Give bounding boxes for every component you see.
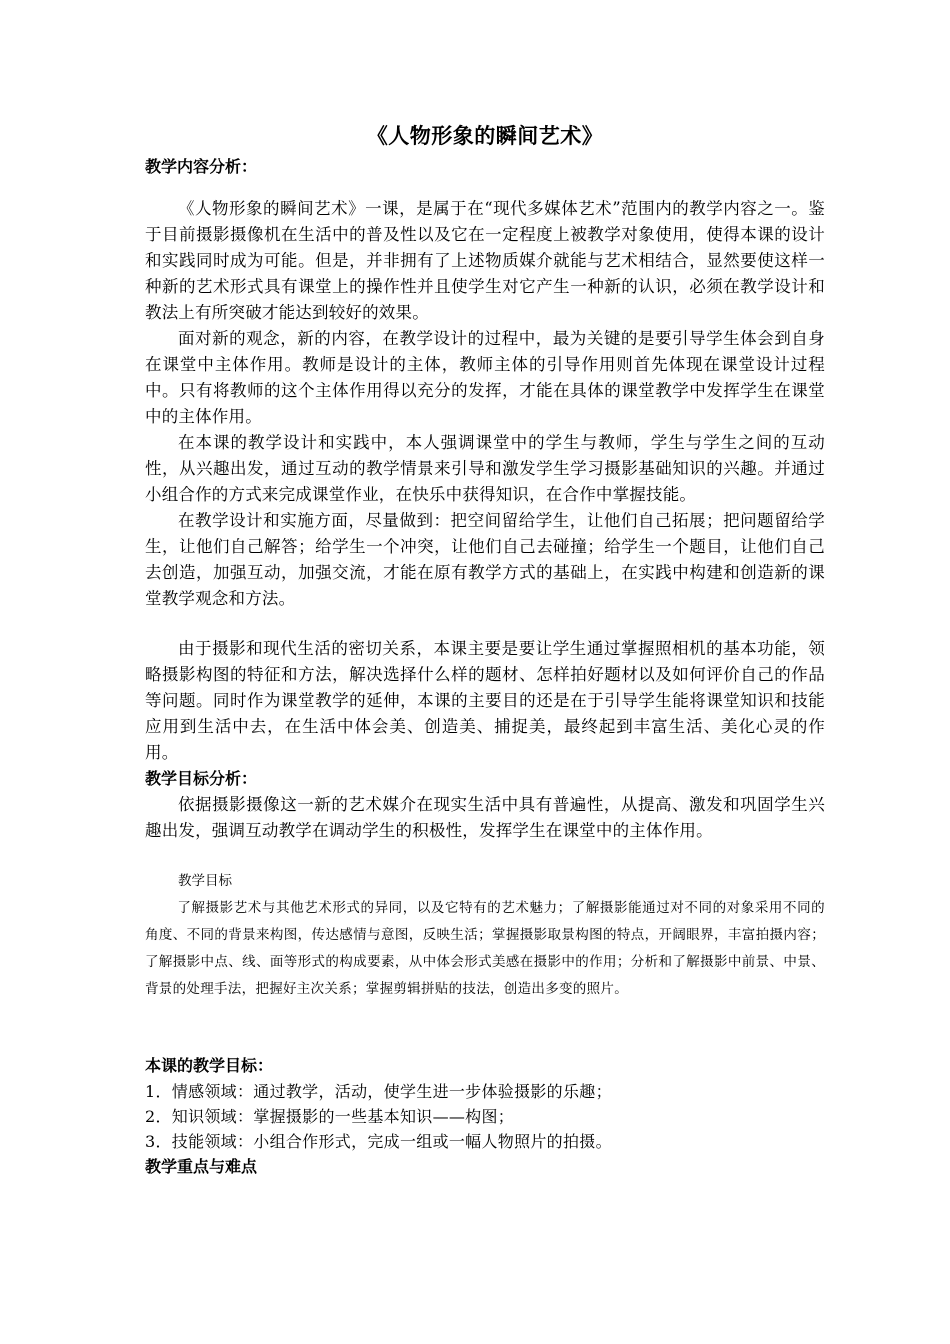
teaching-goal-paragraph: 了解摄影艺术与其他艺术形式的异同，以及它特有的艺术魅力；了解摄影能通过对不同的对象采用不同的角度、不同的背景来构图，传达感情与意图，反映生活；掌握摄影取景构图的特点，开阔眼界，丰富拍摄内容；了解摄影中点、线、面等形式的构成要素，从中体会形式美感在摄影中的作用；分析和了解摄影中前景、中景、背景的处理手法，把握好主次关系；掌握剪辑拼贴的技法，创造出多变的照片。 [145,900,825,997]
section-heading-key-points: 教学重点与难点 [145,1157,258,1176]
paragraph: 由于摄影和现代生活的密切关系，本课主要是要让学生通过掌握照相机的基本功能，领略摄影构图的特征和方法，解决选择什么样的题材、怎样拍好题材以及如何评价自己的作品等问题。同时作为课堂教学的延伸，本课的主要目的还是在于引导学生能将课堂知识和技能应用到生活中去，在生活中体会美、创造美、捕捉美，最终起到丰富生活、美化心灵的作用。 [145,639,825,762]
document-title: 《人物形象的瞬间艺术》 [366,123,604,148]
spacer [145,844,825,868]
spacer [145,180,825,196]
section-heading-goal-analysis: 教学目标分析： [145,769,258,788]
section-heading-lesson-goals: 本课的教学目标： [145,1056,274,1075]
teaching-goal-label: 教学目标 [178,873,232,889]
paragraph: 依据摄影摄像这一新的艺术媒介在现实生活中具有普遍性，从提高、激发和巩固学生兴趣出发，强调互动教学在调动学生的积极性，发挥学生在课堂中的主体作用。 [145,795,825,840]
spacer [145,1003,825,1053]
goal-item-knowledge: 2．知识领域：掌握摄影的一些基本知识——构图； [145,1107,515,1126]
document-page [145,118,825,1180]
paragraph: 在教学设计和实施方面，尽量做到：把空间留给学生，让他们自己拓展；把问题留给学生，让他们自己解答；给学生一个冲突，让他们自己去碰撞；给学生一个题目，让他们自己去创造，加强互动，加强交流，才能在原有教学方式的基础上，在实践中构建和创造新的课堂教学观念和方法。 [145,511,825,608]
paragraph: 在本课的教学设计和实践中，本人强调课堂中的学生与教师，学生与学生之间的互动性，从兴趣出发，通过互动的教学情景来引导和激发学生学习摄影基础知识的兴趣。并通过小组合作的方式来完成课堂作业，在快乐中获得知识，在合作中掌握技能。 [145,433,825,504]
paragraph: 《人物形象的瞬间艺术》一课，是属于在“现代多媒体艺术”范围内的教学内容之一。鉴于目前摄影摄像机在生活中的普及性以及它在一定程度上被教学对象使用，使得本课的设计和实践同时成为可能。但是，并非拥有了上述物质媒介就能与艺术相结合，显然要使这样一种新的艺术形式具有课堂上的操作性并且使学生对它产生一种新的认识，必须在教学设计和教法上有所突破才能达到较好的效果。 [145,199,825,322]
spacer [145,612,825,636]
section-heading-content-analysis: 教学内容分析： [145,157,258,176]
goal-item-emotion: 1．情感领域：通过教学，活动，使学生进一步体验摄影的乐趣； [145,1082,612,1101]
paragraph: 面对新的观念，新的内容，在教学设计的过程中，最为关键的是要引导学生体会到自身在课堂中主体作用。教师是设计的主体，教师主体的引导作用则首先体现在课堂设计过程中。只有将教师的这个主体作用得以充分的发挥，才能在具体的课堂教学中发挥学生在课堂中的主体作用。 [145,329,825,426]
goal-item-skill: 3．技能领域：小组合作形式，完成一组或一幅人物照片的拍摄。 [145,1132,612,1151]
